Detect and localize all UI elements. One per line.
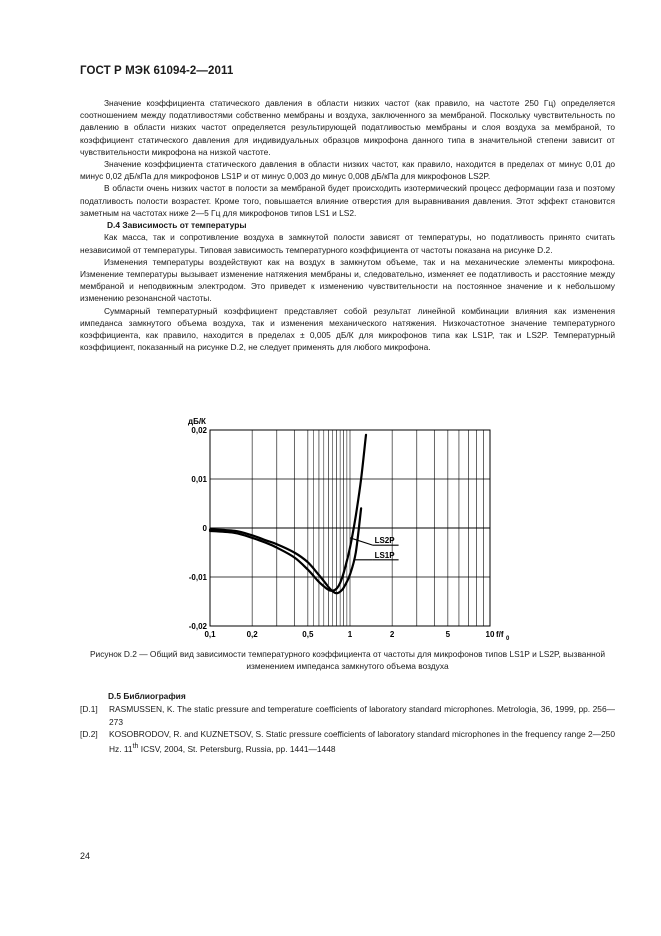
paragraph: Изменения температуры воздействуют как на воздух в замкнутом объеме, так и на механические элементы микрофона. Изменение температуры вызывает изменение натяжения мембраны и, следовательно, изменяет ее податливость и расстояние между мембраной и неподвижным электродом. Это приведет к изменению чувствительности на постоянное значение и к небольшому изменению резонансной частоты. (80, 256, 615, 304)
bibliography-entry (80, 703, 615, 728)
bibliography-heading: D.5 Библиография (108, 691, 186, 701)
body-text-top (80, 97, 615, 353)
series-leader-ls2p (350, 538, 373, 545)
series-line-ls1p (210, 508, 361, 593)
y-axis-label: дБ/К (188, 417, 206, 426)
reference-text-part: KOSOBRODOV, R. and KUZNETSOV, S. Static pressure coefficients of laboratory standard microphones in the frequency range 2—250 Hz. 11 (109, 729, 615, 754)
x-axis-label: f/f (496, 630, 504, 639)
reference-text-part: ICSV, 2004, St. Petersburg, Russia, pp. 1441—1448 (138, 743, 336, 754)
x-tick-label: 1 (347, 630, 353, 639)
paragraph: Значение коэффициента статического давления в области низких частот, как правило, находится в пределах от минус 0,01 до минус 0,02 дБ/кПа для микрофонов LS1P и от минус 0,003 до минус 0,008 дБ/кПа для микрофонов LS2P. (80, 159, 615, 182)
temperature-coefficient-chart (180, 408, 520, 646)
y-tick-label: 0,01 (191, 475, 207, 484)
paragraph: В области очень низких частот в полости за мембраной будет происходить изотермический процесс деформации газа и поэтому податливость полости возрастет. Кроме того, повышается влияние отверстия для выравнивания давления. Этот эффект становится заметным на частотах ниже 2—5 Гц для микрофонов типов LS1 и LS2. (80, 183, 615, 218)
y-tick-label: 0,02 (191, 426, 207, 435)
reference-number: [D.2] (80, 729, 98, 740)
section-heading-d4: D.4 Зависимость от температуры (107, 220, 247, 231)
x-tick-label: 0,2 (246, 630, 258, 639)
x-tick-label: 0,5 (302, 630, 314, 639)
paragraph: Суммарный температурный коэффициент представляет собой результат линейной комбинации влияния как изменения импеданса замкнутого объема воздуха, так и изменения механического натяжения. Низкочастотное значение температурного коэффициента, как правило, находится в пределах ± 0,005 дБ/К для микрофонов типа как LS1P, так и LS2P. Температурный коэффициент, показанный на рисунке D.2, не следует применять для любого микрофона. (80, 305, 615, 353)
bibliography (80, 690, 615, 755)
reference-text: RASMUSSEN, K. The static pressure and temperature coefficients of laboratory standard microphones. Metrologia, 36, 1999, pp. 256—273 (109, 704, 615, 727)
reference-text (109, 728, 615, 755)
x-tick-label: 10 (485, 630, 495, 639)
series-label-ls1p: LS1P (374, 550, 395, 560)
y-tick-label: -0,02 (188, 622, 207, 631)
series-label-ls2p: LS2P (374, 536, 395, 546)
x-axis-label-subscript: 0 (506, 636, 510, 642)
x-tick-label: 2 (389, 630, 395, 639)
x-tick-label: 0,1 (204, 630, 216, 639)
y-tick-label: -0,01 (188, 573, 207, 582)
paragraph: Значение коэффициента статического давления в области низких частот (как правило, на частоте 250 Гц) определяется соотношением между податливостями собственно мембраны и воздуха, заключенного за мембраной. Поскольку чувствительность по давлению в области низких частот определяется результирующей податливостью мембраны и слоя воздуха за мембраной, то коэффициент статического давления для индивидуальных образцов микрофона данного типа в значительной степени зависит от чувствительности микрофона на низкой частоте. (80, 98, 615, 157)
series-line-ls2p (210, 435, 366, 591)
document-header: ГОСТ Р МЭК 61094-2—2011 (80, 65, 234, 77)
reference-number: [D.1] (80, 704, 98, 715)
page-number: 24 (80, 851, 91, 861)
y-tick-label: 0 (202, 524, 207, 533)
reference-superscript: th (132, 742, 139, 750)
figure-caption: Рисунок D.2 — Общий вид зависимости температурного коэффициента от частоты для микрофонов типов LS1P и LS2P, вызванной изменением импеданса замкнутого объема воздуха (89, 649, 606, 672)
bibliography-entry (80, 728, 615, 755)
paragraph: Как масса, так и сопротивление воздуха в замкнутой полости зависят от температуры, но податливость принято считать независимой от температуры. Типовая зависимость температурного коэффициента от частоты показана на рисунке D.2. (80, 232, 615, 255)
x-tick-label: 5 (445, 630, 451, 639)
